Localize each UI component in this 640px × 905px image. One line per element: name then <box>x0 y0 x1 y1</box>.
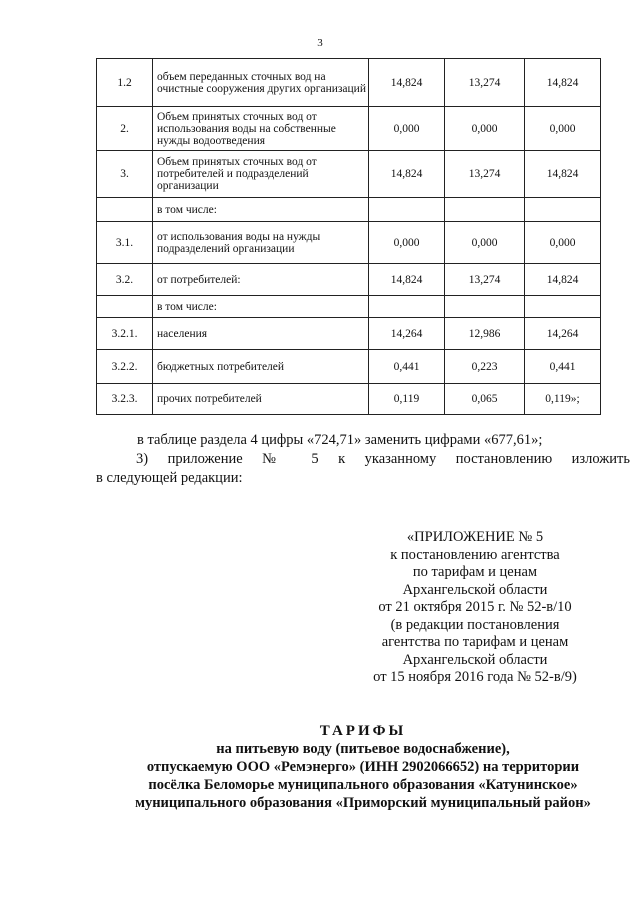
appendix-line: по тарифам и ценам <box>412 564 538 580</box>
appendix-line: к постановлению агентства <box>390 546 560 563</box>
appendix-header <box>330 529 620 687</box>
row-value-3: 14,264 <box>525 318 601 350</box>
row-value-3: 14,824 <box>525 59 601 107</box>
row-number: 2. <box>97 107 153 151</box>
row-value-2: 13,274 <box>445 59 525 107</box>
table-row <box>97 318 601 350</box>
row-value-3: 0,119»; <box>525 384 601 415</box>
row-value-2: 13,274 <box>445 151 525 198</box>
page-number: 3 <box>317 37 323 49</box>
row-value-3 <box>525 296 601 318</box>
title-line: на питьевую воду (питьевое водоснабжение), <box>216 741 510 757</box>
row-value-1: 14,824 <box>369 59 445 107</box>
tariff-volume-table <box>96 58 601 415</box>
table-row <box>97 296 601 318</box>
row-value-2 <box>445 296 525 318</box>
row-description: Объем принятых сточных вод от использования воды на собственные нужды водоотведения <box>153 107 369 151</box>
row-value-3: 0,000 <box>525 222 601 264</box>
row-description: от потребителей: <box>153 264 369 296</box>
row-value-1: 0,000 <box>369 107 445 151</box>
row-value-3: 0,000 <box>525 107 601 151</box>
row-value-1: 14,264 <box>369 318 445 350</box>
row-number: 3.2.3. <box>97 384 153 415</box>
table-row <box>97 350 601 384</box>
row-description: от использования воды на нужды подразделений организации <box>153 222 369 264</box>
appendix-instruction-continuation: в следующей редакции: <box>96 470 243 486</box>
row-value-3: 14,824 <box>525 264 601 296</box>
row-number: 3.2.1. <box>97 318 153 350</box>
row-number: 3.1. <box>97 222 153 264</box>
row-value-2: 13,274 <box>445 264 525 296</box>
row-value-1 <box>369 296 445 318</box>
row-number <box>97 198 153 222</box>
row-value-2 <box>445 198 525 222</box>
table-row <box>97 107 601 151</box>
tariffs-title-block <box>96 722 630 812</box>
row-description: прочих потребителей <box>153 384 369 415</box>
row-value-1: 14,824 <box>369 151 445 198</box>
table-row <box>97 222 601 264</box>
row-description: в том числе: <box>153 296 369 318</box>
row-value-2: 0,223 <box>445 350 525 384</box>
row-description: бюджетных потребителей <box>153 350 369 384</box>
row-description: в том числе: <box>153 198 369 222</box>
row-value-1: 0,000 <box>369 222 445 264</box>
row-number: 3. <box>97 151 153 198</box>
row-number: 3.2.2. <box>97 350 153 384</box>
row-number <box>97 296 153 318</box>
table-row <box>97 151 601 198</box>
appendix-line: Архангельской области <box>402 581 548 598</box>
row-value-3: 0,441 <box>525 350 601 384</box>
appendix-line: Архангельской области <box>402 651 548 668</box>
row-number: 3.2. <box>97 264 153 296</box>
row-value-2: 0,000 <box>445 222 525 264</box>
row-value-2: 12,986 <box>445 318 525 350</box>
title-heading: ТАРИФЫ <box>319 723 407 739</box>
appendix-line: «ПРИЛОЖЕНИЕ № 5 <box>406 529 544 545</box>
table-row <box>97 384 601 415</box>
appendix-line: (в редакции постановления <box>390 616 560 633</box>
row-description: Объем принятых сточных вод от потребителей и подразделений организации <box>153 151 369 198</box>
row-number: 1.2 <box>97 59 153 107</box>
title-line: отпускаемую ООО «Ремэнерго» (ИНН 2902066652) на территории <box>146 759 580 775</box>
row-value-3: 14,824 <box>525 151 601 198</box>
title-line: муниципального образования «Приморский муниципальный район» <box>135 795 591 811</box>
appendix-line: агентства по тарифам и ценам <box>381 634 569 650</box>
table-row <box>97 198 601 222</box>
row-value-1: 0,119 <box>369 384 445 415</box>
amendment-paragraph: в таблице раздела 4 цифры «724,71» заменить цифрами «677,61»; <box>137 432 543 448</box>
table-row <box>97 59 601 107</box>
row-description: объем переданных сточных вод на очистные сооружения других организаций <box>153 59 369 107</box>
table-row <box>97 264 601 296</box>
row-value-1: 0,441 <box>369 350 445 384</box>
appendix-instruction-paragraph: 3) приложение № 5 к указанному постановлению изложить <box>136 451 630 467</box>
row-value-1: 14,824 <box>369 264 445 296</box>
title-line: посёлка Беломорье муниципального образования «Катунинское» <box>148 777 578 793</box>
appendix-line: от 15 ноября 2016 года № 52-в/9) <box>373 669 577 685</box>
row-value-3 <box>525 198 601 222</box>
row-value-1 <box>369 198 445 222</box>
row-value-2: 0,000 <box>445 107 525 151</box>
row-value-2: 0,065 <box>445 384 525 415</box>
row-description: населения <box>153 318 369 350</box>
appendix-line: от 21 октября 2015 г. № 52-в/10 <box>378 599 572 615</box>
